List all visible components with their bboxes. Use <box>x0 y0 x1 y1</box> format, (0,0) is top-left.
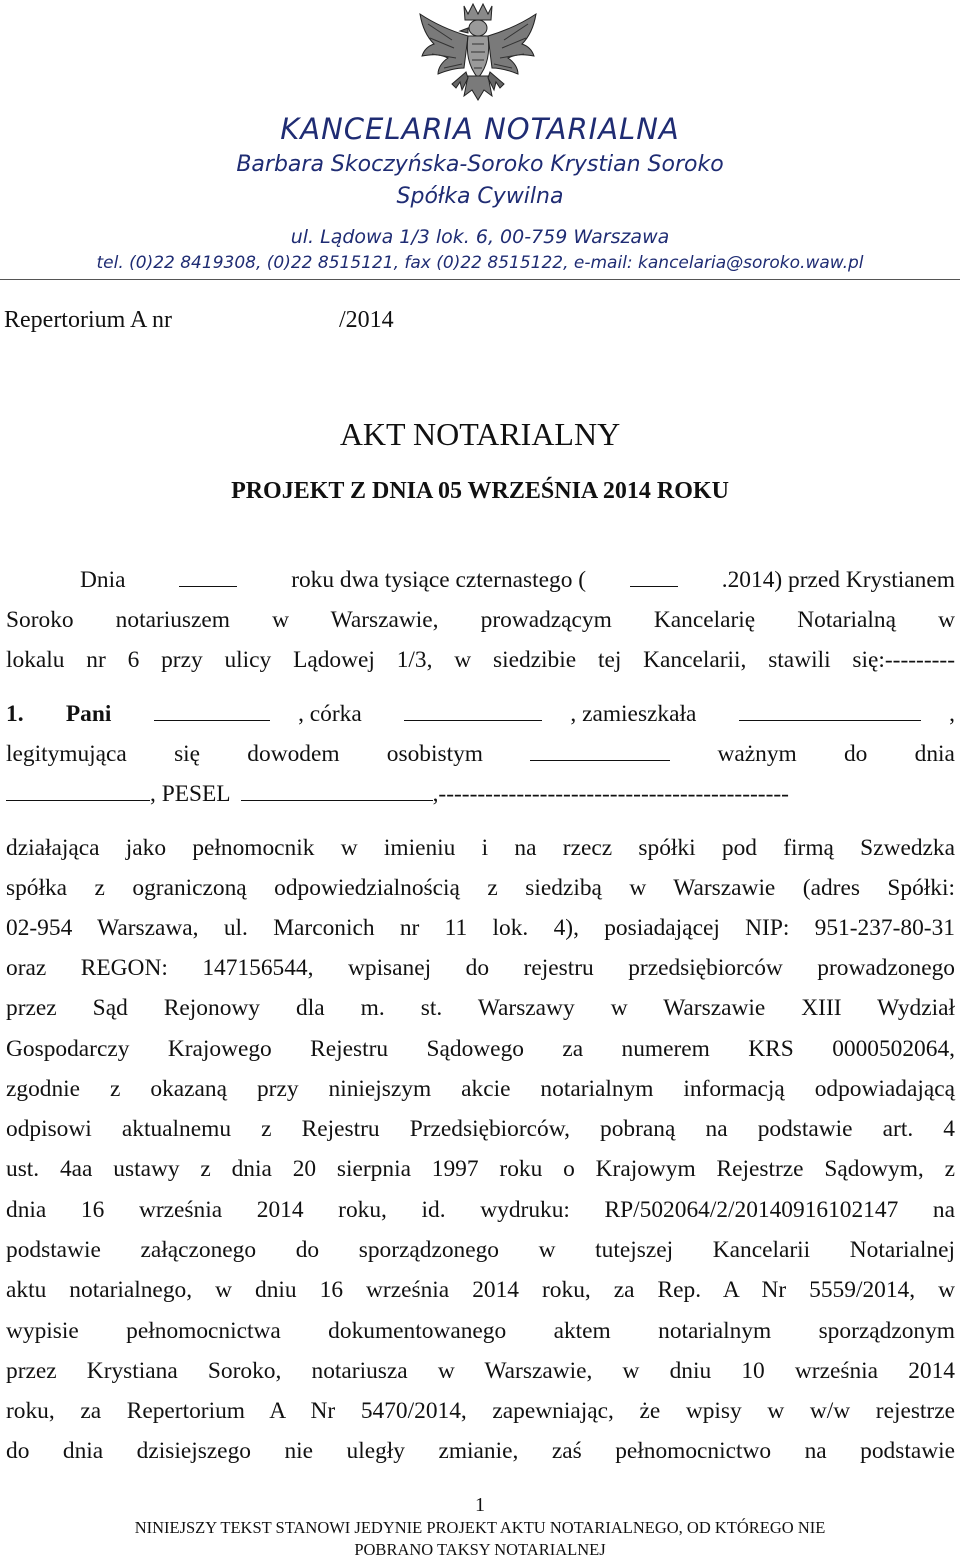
notary-names: Barbara Skoczyńska-Soroko Krystian Soroko <box>236 152 724 177</box>
party-line-3 <box>6 780 955 808</box>
repertorium-year: /2014 <box>339 307 394 333</box>
daughter-label: , córka <box>298 701 362 727</box>
body-line: przez Sąd Rejonowy dla m. st. Warszawy w Warszawie XIII Wydział <box>6 995 955 1021</box>
body-line: Gospodarczy Krajowego Rejestru Sądowego za numerem KRS 0000502064, <box>6 1036 955 1062</box>
body-line: dnia 16 września 2014 roku, id. wydruku: RP/502064/2/20140916102147 na <box>6 1197 955 1223</box>
office-title: KANCELARIA NOTARIALNA <box>280 112 680 146</box>
pesel-blank <box>241 782 433 801</box>
intro-notary-text: .2014) przed Krystianem <box>721 567 955 593</box>
parents-blank <box>404 702 542 721</box>
document-title: AKT NOTARIALNY <box>339 416 621 452</box>
body-line: zgodnie z okazaną przy niniejszym akcie notarialnym informacją odpowiadającą <box>6 1076 955 1102</box>
intro-word-dnia: Dnia <box>80 567 126 593</box>
body-line: aktu notarialnego, w dniu 16 września 2014 roku, za Rep. A Nr 5559/2014, w <box>6 1277 955 1303</box>
company-form: Spółka Cywilna <box>396 184 564 209</box>
dash-filler: ,--------------------------------------------- <box>432 781 789 807</box>
id-word-3: dowodem <box>247 741 340 767</box>
intro-line-3: lokalu nr 6 przy ulicy Lądowej 1/3, w siedzibie tej Kancelarii, stawili się:--------- <box>6 647 955 673</box>
body-line: wypisie pełnomocnictwa dokumentowanego aktem notarialnym sporządzonym <box>6 1318 955 1344</box>
footer-disclaimer-1: NINIEJSZY TEKST STANOWI JEDYNIE PROJEKT AKTU NOTARIALNEGO, OD KTÓREGO NIE <box>134 1518 826 1537</box>
repertorium-label: Repertorium A nr <box>4 307 172 333</box>
header-divider <box>0 279 960 280</box>
party-line-1 <box>6 700 955 728</box>
body-line: do dnia dzisiejszego nie uległy zmianie, zaś pełnomocnictwo na podstawie <box>6 1438 955 1464</box>
id-word-5: ważnym <box>717 741 797 767</box>
body-line: spółka z ograniczoną odpowiedzialnością z siedzibą w Warszawie (adres Spółki: <box>6 875 955 901</box>
id-word-1: legitymująca <box>6 741 127 767</box>
office-address: ul. Lądowa 1/3 lok. 6, 00-759 Warszawa <box>290 226 670 248</box>
pesel-label: , PESEL <box>150 781 231 807</box>
id-number-blank <box>530 742 670 761</box>
name-blank <box>154 702 270 721</box>
id-word-6: do <box>843 741 868 767</box>
body-line: podstawie załączonego do sporządzonego w tutejszej Kancelarii Notarialnej <box>6 1237 955 1263</box>
body-line: oraz REGON: 147156544, wpisanej do rejestru przedsiębiorców prowadzonego <box>6 955 955 981</box>
id-word-7: dnia <box>914 741 955 767</box>
id-word-2: się <box>174 741 201 767</box>
body-line: 02-954 Warszawa, ul. Marconich nr 11 lok. 4), posiadającej NIP: 951-237-80-31 <box>6 915 955 941</box>
body-line: przez Krystiana Soroko, notariusza w Warszawie, w dniu 10 września 2014 <box>6 1358 955 1384</box>
eagle-emblem-icon <box>408 0 548 108</box>
residence-label: , zamieszkała <box>570 701 697 727</box>
party-line-2 <box>6 740 955 768</box>
body-line: ust. 4aa ustawy z dnia 20 sierpnia 1997 roku o Krajowym Rejestrze Sądowym, z <box>6 1156 955 1182</box>
body-line: działająca jako pełnomocnik w imieniu i na rzecz spółki pod firmą Szwedzka <box>6 835 955 861</box>
body-line: odpisowi aktualnemu z Rejestru Przedsiębiorców, pobraną na podstawie art. 4 <box>6 1116 955 1142</box>
body-line: roku, za Repertorium A Nr 5470/2014, zapewniając, że wpisy w w/w rejestrze <box>6 1398 955 1424</box>
party-title: Pani <box>65 701 112 727</box>
id-word-4: osobistym <box>386 741 483 767</box>
residence-comma: , <box>949 701 955 727</box>
intro-year-text: roku dwa tysiące czternastego ( <box>291 567 587 593</box>
date-blank <box>630 568 678 587</box>
document-subtitle: PROJEKT Z DNIA 05 WRZEŚNIA 2014 ROKU <box>231 478 729 504</box>
footer-disclaimer-2: POBRANO TAKSY NOTARIALNEJ <box>354 1540 606 1559</box>
residence-blank <box>739 702 921 721</box>
party-number: 1. <box>6 701 24 727</box>
page-number: 1 <box>475 1494 485 1516</box>
day-blank <box>179 568 237 587</box>
intro-line-1 <box>80 566 955 594</box>
expiry-blank <box>6 782 150 801</box>
intro-line-2: Soroko notariuszem w Warszawie, prowadzącym Kancelarię Notarialną w <box>6 607 955 633</box>
office-contact: tel. (0)22 8419308, (0)22 8515121, fax (0)22 8515122, e-mail: kancelaria@soroko.waw.pl <box>96 253 864 273</box>
